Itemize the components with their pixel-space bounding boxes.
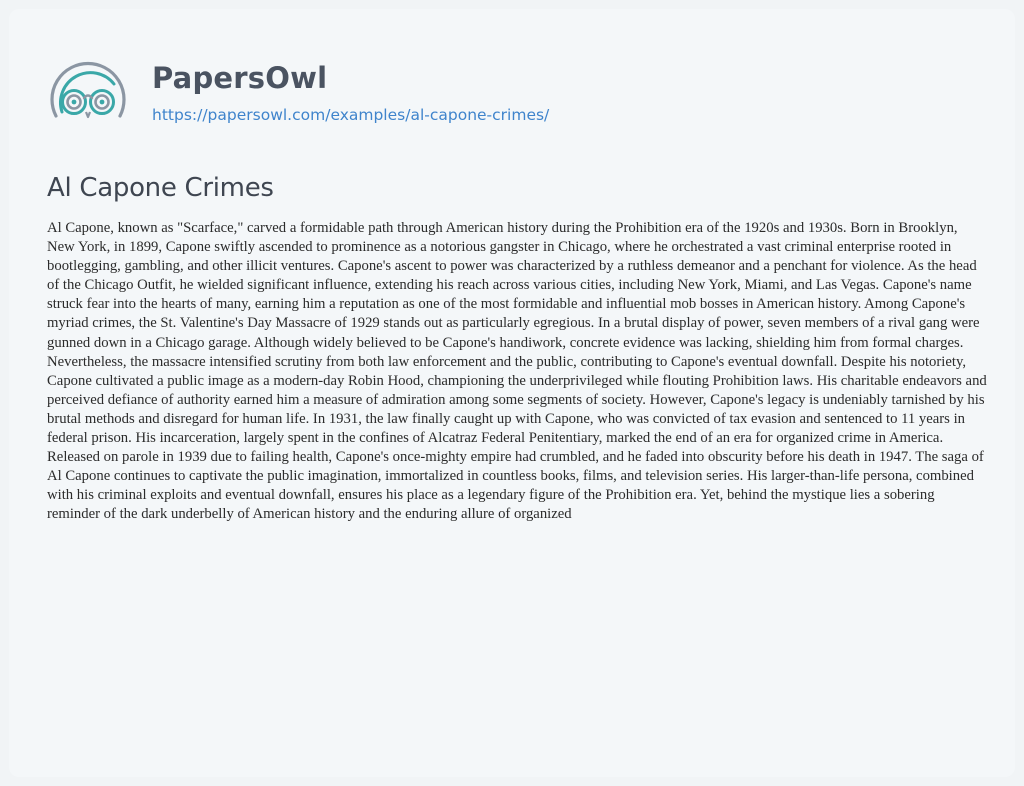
page-title: Al Capone Crimes — [47, 173, 274, 203]
source-url-link[interactable]: https://papersowl.com/examples/al-capone-crimes/ — [152, 106, 550, 124]
brand-name: PapersOwl — [152, 61, 328, 95]
article-body: Al Capone, known as "Scarface," carved a formidable path through American history during the Prohibition era of the 1920s and 1930s. Born in Brooklyn, New York, in 1899, Capone swiftly ascended to prominence as a notorious gangster in Chicago, where he orchestrated a vast criminal enterprise rooted in bootlegging, gambling, and other illicit ventures. Capone's ascent to power was characterized by a ruthless demeanor and a penchant for violence. As the head of the Chicago Outfit, he wielded significant influence, extending his reach across various cities, including New York, Miami, and Las Vegas. Capone's name struck fear into the hearts of many, earning him a reputation as one of the most formidable and influential mob bosses in American history. Among Capone's myriad crimes, the St. Valentine's Day Massacre of 1929 stands out as particularly egregious. In a brutal display of power, seven members of a rival gang were gunned down in a Chicago garage. Although widely believed to be Capone's handiwork, concrete evidence was lacking, shielding him from formal charges. Nevertheless, the massacre intensified scrutiny from both law enforcement and the public, contributing to Capone's eventual downfall. Despite his notoriety, Capone cultivated a public image as a modern-day Robin Hood, championing the underprivileged while flouting Prohibition laws. His charitable endeavors and perceived defiance of authority earned him a measure of admiration among some segments of society. However, Capone's legacy is undeniably tarnished by his brutal methods and disregard for human life. In 1931, the law finally caught up with Capone, who was convicted of tax evasion and sentenced to 11 years in federal prison. His incarceration, largely spent in the confines of Alcatraz Federal Penitentiary, marked the end of an era for organized crime in America. Released on parole in 1939 due to failing health, Capone's once-mighty empire had crumbled, and he faded into obscurity before his death in 1947. The saga of Al Capone continues to captivate the public imagination, immortalized in countless books, films, and television series. His larger-than-life persona, combined with his criminal exploits and eventual downfall, ensures his place as a legendary figure of the Prohibition era. Yet, behind the mystique lies a sobering reminder of the dark underbelly of American history and the enduring allure of organized — [47, 220, 987, 523]
brand-block — [152, 60, 549, 125]
owl-eyes-icon — [46, 54, 130, 138]
site-header — [46, 56, 549, 136]
